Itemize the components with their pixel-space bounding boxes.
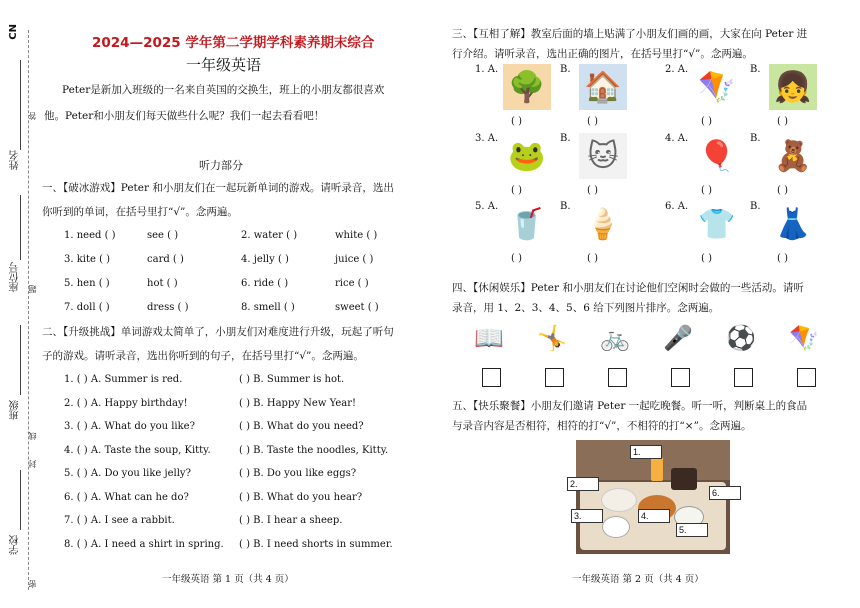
ice-cream-icon: 🍦 [584, 206, 622, 242]
cycling-picture [599, 318, 631, 358]
balloons-icon: 🎈 [698, 138, 736, 174]
top-mark: CN [8, 24, 19, 40]
pair-number: 5. A. [475, 201, 499, 212]
section-4-line-1: 四、【休闲娱乐】Peter 和小朋友们在讨论他们空闲时会做的一些活动。请听 [452, 282, 804, 294]
answer-paren: ( ) [701, 253, 712, 264]
seat-label: 座位号 [10, 262, 21, 292]
teddy-bears-picture [769, 133, 817, 179]
autumn-tree-icon: 🌳 [508, 69, 546, 105]
football-picture [725, 318, 757, 358]
sentence-option-a: 5. ( ) A. Do you like jelly? [64, 468, 191, 479]
answer-paren: ( ) [587, 116, 598, 127]
singing-icon: 🎤 [663, 324, 693, 352]
cake [671, 468, 697, 490]
sentence-option-b: ( ) B. I need shorts in summer. [239, 538, 393, 550]
sentence-option-a: 3. ( ) A. What do you like? [64, 421, 195, 432]
exam-title: 2024—2025 学年第二学期学科素养期末综合 [92, 35, 375, 51]
school-line [20, 470, 21, 530]
name-label: 姓名 [10, 150, 21, 170]
intro-line-2: 他。Peter和小朋友们每天做些什么呢？我们一起去看看吧！ [44, 110, 325, 122]
order-answer-box [545, 368, 564, 387]
section-4-line-2: 录音，用 1、2、3、4、5、6 给下列图片排序。念两遍。 [452, 302, 720, 314]
answer-paren: ( ) [511, 185, 522, 196]
singing-picture [662, 318, 694, 358]
kite-kid-sun-icon: 🪁 [698, 69, 736, 105]
class-line [20, 325, 21, 395]
intro-line-1: Peter是新加入班级的一名来自英国的交换生，班上的小朋友都很喜欢 [62, 84, 385, 96]
pair-number: 6. A. [665, 201, 689, 212]
autumn-tree-picture [503, 64, 551, 110]
food-label-5: 5. [676, 523, 708, 537]
pair-number: 1. A. [475, 64, 499, 75]
kite-flying-icon: 🪁 [789, 324, 819, 352]
word-option: 1. need ( ) [64, 230, 116, 241]
reading-picture [473, 318, 505, 358]
order-answer-box [671, 368, 690, 387]
word-option: see ( ) [147, 230, 179, 241]
class-label: 班级 [10, 400, 21, 420]
word-option: dress ( ) [147, 302, 189, 313]
binding-strip [0, 0, 40, 608]
word-option: sweet ( ) [335, 302, 379, 313]
skipping-picture [536, 318, 568, 358]
word-option: white ( ) [335, 230, 378, 241]
answer-paren: ( ) [777, 253, 788, 264]
juice-glass-icon: 🥤 [508, 206, 546, 242]
answer-paren: ( ) [701, 185, 712, 196]
sentence-option-a: 6. ( ) A. What can he do? [64, 491, 189, 503]
answer-paren: ( ) [777, 116, 788, 127]
word-option: card ( ) [147, 254, 184, 265]
food-label-1: 1. [630, 445, 662, 459]
salad-plate [601, 488, 637, 512]
page-1-footer: 一年级英语 第 1 页（共 4 页） [162, 574, 294, 585]
word-option: 3. kite ( ) [64, 254, 111, 265]
answer-paren: ( ) [511, 253, 522, 264]
sentence-option-b: ( ) B. Taste the noodles, Kitty. [239, 444, 389, 456]
section-1-line-1: 一、【破冰游戏】Peter 和小朋友们在一起玩新单词的游戏。请听录音，选出 [42, 182, 394, 194]
football-icon: ⚽ [726, 324, 756, 352]
snowy-house-icon: 🏠 [584, 69, 622, 105]
cut-text-5: 密 [28, 580, 37, 588]
sentence-option-a: 4. ( ) A. Taste the soup, Kitty. [64, 444, 211, 456]
food-label-3: 3. [571, 509, 603, 523]
answer-paren: ( ) [587, 185, 598, 196]
girl-on-grass-icon: 👧 [774, 69, 812, 105]
answer-paren: ( ) [587, 253, 598, 264]
ice-cream-picture [579, 201, 627, 247]
order-answer-box [482, 368, 501, 387]
pink-dress-picture [769, 201, 817, 247]
word-option: rice ( ) [335, 278, 369, 289]
shirt-icon: 👕 [698, 206, 736, 242]
school-label: 学校 [10, 535, 21, 555]
sentence-option-a: 7. ( ) A. I see a rabbit. [64, 515, 175, 526]
pair-b-label: B. [560, 133, 571, 144]
pair-number: 2. A. [665, 64, 689, 75]
word-option: hot ( ) [147, 278, 178, 289]
order-answer-box [797, 368, 816, 387]
pair-b-label: B. [750, 201, 761, 212]
cat-picture [579, 133, 627, 179]
juice-glass-on-table [651, 457, 663, 481]
answer-paren: ( ) [511, 116, 522, 127]
pink-dress-icon: 👗 [774, 206, 812, 242]
sentence-option-b: ( ) B. Summer is hot. [239, 374, 345, 385]
section-1-line-2: 你听到的单词，在括号里打“√”。念两遍。 [42, 206, 238, 218]
sentence-option-a: 1. ( ) A. Summer is red. [64, 374, 183, 385]
word-option: 5. hen ( ) [64, 278, 110, 289]
pair-number: 3. A. [475, 133, 499, 144]
cut-text-2: 题 [28, 285, 37, 293]
page-2-footer: 一年级英语 第 2 页（共 4 页） [572, 574, 704, 585]
sentence-option-b: ( ) B. Happy New Year! [239, 397, 356, 409]
kite-kid-sun-picture [693, 64, 741, 110]
cut-text-1: 答 [28, 112, 37, 120]
food-label-2: 2. [567, 477, 599, 491]
word-option: 6. ride ( ) [241, 278, 289, 289]
reading-icon: 📖 [474, 324, 504, 352]
listening-heading: 听力部分 [199, 159, 243, 172]
pair-number: 4. A. [665, 133, 689, 144]
section-5-line-1: 五、【快乐聚餐】小朋友们邀请 Peter 一起吃晚餐。听一听，判断桌上的食品 [452, 400, 808, 412]
sentence-option-b: ( ) B. Do you like eggs? [239, 468, 357, 479]
name-line [20, 60, 21, 150]
sentence-option-b: ( ) B. What do you need? [239, 421, 364, 432]
pair-b-label: B. [560, 64, 571, 75]
pair-b-label: B. [750, 64, 761, 75]
word-option: 2. water ( ) [241, 230, 298, 241]
sentence-option-b: ( ) B. What do you hear? [239, 491, 363, 503]
juice-glass-picture [503, 201, 551, 247]
snowy-house-picture [579, 64, 627, 110]
cycling-icon: 🚲 [600, 324, 630, 352]
balloons-picture [693, 133, 741, 179]
food-label-6: 6. [709, 486, 741, 500]
girl-on-grass-picture [769, 64, 817, 110]
section-2-line-1: 二、【升级挑战】单词游戏太简单了，小朋友们对难度进行升级，玩起了听句 [42, 326, 394, 338]
sentence-option-a: 2. ( ) A. Happy birthday! [64, 397, 188, 409]
answer-paren: ( ) [701, 116, 712, 127]
section-2-line-2: 子的游戏。请听录音，选出你听到的句子，在括号里打“√”。念两遍。 [42, 350, 364, 362]
skipping-icon: 🤸 [537, 324, 567, 352]
pair-b-label: B. [750, 133, 761, 144]
word-option: juice ( ) [335, 254, 374, 265]
seat-line [20, 195, 21, 260]
cut-text-3: 线 [28, 432, 37, 440]
rice-bowl [602, 516, 630, 538]
frog-on-leaf-picture [503, 133, 551, 179]
word-option: 4. jelly ( ) [241, 254, 289, 265]
pair-b-label: B. [560, 201, 571, 212]
exam-subtitle: 一年级英语 [186, 56, 262, 74]
shirt-picture [693, 201, 741, 247]
teddy-bears-icon: 🧸 [774, 138, 812, 174]
frog-on-leaf-icon: 🐸 [508, 138, 546, 174]
section-3-line-2: 行介绍。请听录音，选出正确的图片，在括号里打“√”。念两遍。 [452, 48, 753, 60]
sentence-option-b: ( ) B. I hear a sheep. [239, 515, 343, 526]
answer-paren: ( ) [777, 185, 788, 196]
section-5-line-2: 与录音内容是否相符，相符的打“√”，不相符的打“×”。念两遍。 [452, 420, 752, 432]
order-answer-box [608, 368, 627, 387]
cut-text-4: 封 [28, 460, 37, 468]
word-option: 7. doll ( ) [64, 302, 110, 313]
sentence-option-a: 8. ( ) A. I need a shirt in spring. [64, 538, 224, 550]
food-label-4: 4. [638, 509, 670, 523]
cat-icon: 🐱 [587, 138, 619, 174]
order-answer-box [734, 368, 753, 387]
kite-flying-picture [788, 318, 820, 358]
word-option: 8. smell ( ) [241, 302, 295, 313]
section-3-line-1: 三、【互相了解】教室后面的墙上贴满了小朋友们画的画，大家在向 Peter 进 [452, 28, 808, 40]
